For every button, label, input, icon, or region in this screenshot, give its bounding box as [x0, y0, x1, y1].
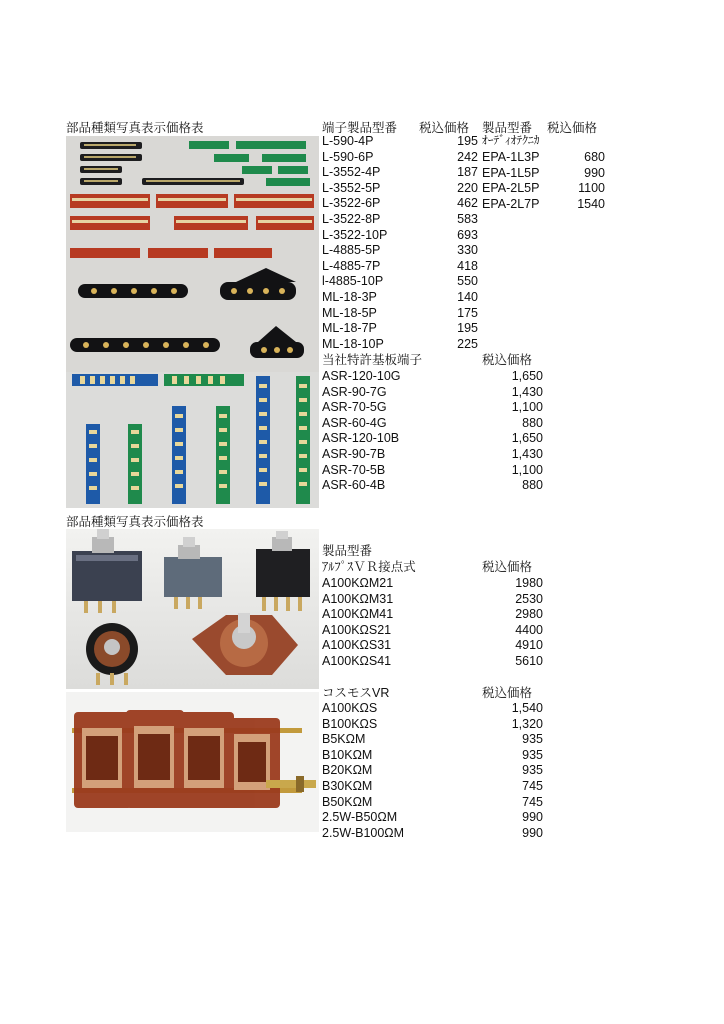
- patent-row-price: 880: [522, 478, 543, 493]
- audio-row-model: EPA-1L5P: [482, 165, 540, 180]
- patent-row-model: ASR-70-5B: [322, 462, 386, 477]
- alps-row-model: A100KΩS21: [322, 622, 392, 637]
- pcb-terminals-photo: [66, 372, 319, 508]
- alps-price-header: 税込価格: [482, 560, 533, 574]
- cosmos-row-price: 990: [522, 810, 543, 825]
- cosmos-row-model: B50KΩM: [322, 794, 373, 809]
- terminal-row-model: ML-18-7P: [322, 321, 377, 336]
- terminal-row-model: ML-18-3P: [322, 290, 377, 304]
- terminal-row-model: L-3522-10P: [322, 227, 388, 242]
- terminal-row-price: 330: [457, 243, 478, 258]
- terminal-row-model: L-3552-5P: [322, 180, 381, 195]
- cosmos-row-price: 745: [522, 794, 543, 809]
- cosmos-row-model: 2.5W-B50ΩM: [322, 810, 398, 825]
- cosmos-row-price: 1,540: [511, 701, 543, 715]
- terminal-row-price: 693: [457, 227, 478, 242]
- alps-row-price: 2980: [515, 607, 543, 622]
- cosmos-row-model: B30KΩM: [322, 779, 373, 793]
- patent-terminal-header: 当社特許基板端子: [322, 353, 423, 367]
- terminal-row-price: 175: [457, 305, 478, 320]
- terminal-row-model: L-3522-6P: [322, 196, 381, 211]
- cosmos-row-model: B10KΩM: [322, 747, 373, 762]
- alps-row-model: A100KΩS31: [322, 638, 392, 653]
- audio-row-model: EPA-1L3P: [482, 150, 540, 164]
- alps-row-price: 4910: [515, 638, 543, 653]
- cosmos-row-price: 935: [522, 732, 543, 747]
- terminal-row-model: L-3522-8P: [322, 212, 381, 226]
- cosmos-header: コスモスVR: [322, 686, 390, 700]
- audio-row-model: EPA-2L5P: [482, 181, 540, 196]
- terminal-row-model: L-4885-7P: [322, 258, 381, 273]
- terminal-row-model: ML-18-5P: [322, 305, 377, 320]
- alps-row-model: A100KΩM41: [322, 607, 394, 622]
- terminal-row-price: 242: [457, 149, 478, 164]
- patent-row-price: 1,650: [511, 431, 543, 446]
- cosmos-row-price: 935: [522, 763, 543, 778]
- terminal-row-price: 220: [457, 180, 478, 195]
- alps-header: ｱﾙﾌﾟｽＶＲ接点式: [322, 560, 416, 574]
- cosmos-row-model: B5KΩM: [322, 732, 366, 747]
- patent-row-model: ASR-90-7G: [322, 384, 387, 399]
- audio-row-price: 1100: [578, 181, 605, 196]
- patent-row-price: 1,430: [511, 447, 543, 461]
- cosmos-price-header: 税込価格: [482, 686, 533, 700]
- alps-row-model: A100KΩM21: [322, 576, 394, 590]
- patent-row-model: ASR-120-10B: [322, 431, 400, 446]
- terminal-row-model: ML-18-10P: [322, 336, 384, 351]
- audio-technica-label: ｵｰﾃﾞｨｵﾃｸﾆｶ: [482, 135, 540, 147]
- patent-price-header: 税込価格: [482, 353, 533, 367]
- alps-row-price: 4400: [515, 622, 543, 637]
- terminal-row-price: 187: [457, 165, 478, 180]
- cosmos-row-price: 1,320: [511, 716, 543, 731]
- terminal-row-price: 550: [457, 274, 478, 289]
- audio-row-price: 990: [584, 165, 605, 180]
- cosmos-row-price: 745: [522, 779, 543, 793]
- patent-row-price: 880: [522, 415, 543, 430]
- alps-row-price: 5610: [515, 654, 543, 668]
- patent-row-model: ASR-120-10G: [322, 369, 401, 383]
- patent-row-price: 1,650: [511, 369, 543, 383]
- section1-caption: 部品種類写真表示価格表: [66, 121, 204, 135]
- patent-row-price: 1,430: [511, 384, 543, 399]
- product-price-header: 税込価格: [547, 121, 598, 135]
- alps-row-price: 1980: [515, 576, 543, 590]
- alps-row-price: 2530: [515, 591, 543, 606]
- audio-row-model: EPA-2L7P: [482, 196, 540, 211]
- cosmos-row-model: B100KΩS: [322, 716, 378, 731]
- patent-row-model: ASR-60-4B: [322, 478, 386, 493]
- terminal-row-price: 195: [457, 321, 478, 336]
- terminal-price-header: 税込価格: [419, 121, 470, 135]
- patent-row-model: ASR-70-5G: [322, 400, 387, 415]
- patent-row-price: 1,100: [511, 400, 543, 415]
- audio-row-price: 680: [584, 150, 605, 164]
- alps-row-model: A100KΩM31: [322, 591, 394, 606]
- terminal-row-price: 140: [457, 290, 478, 304]
- section2-caption: 部品種類写真表示価格表: [66, 515, 204, 529]
- terminal-row-model: L-3552-4P: [322, 165, 381, 180]
- patent-row-price: 1,100: [511, 462, 543, 477]
- cosmos-row-price: 935: [522, 747, 543, 762]
- cosmos-row-model: 2.5W-B100ΩM: [322, 825, 405, 840]
- terminal-row-model: l-4885-10P: [322, 274, 384, 289]
- cosmos-row-price: 990: [522, 825, 543, 840]
- terminal-row-price: 418: [457, 258, 478, 273]
- terminal-row-price: 225: [457, 336, 478, 351]
- audio-row-price: 1540: [577, 196, 605, 211]
- patent-row-model: ASR-60-4G: [322, 415, 387, 430]
- terminal-strips-photo: [66, 136, 319, 372]
- terminal-row-price: 195: [457, 134, 478, 148]
- alps-row-model: A100KΩS41: [322, 654, 392, 668]
- terminal-row-model: L-4885-5P: [322, 243, 381, 258]
- terminal-row-price: 583: [457, 212, 478, 226]
- terminal-model-header: 端子製品型番: [322, 121, 398, 135]
- cosmos-attenuator-photo: [66, 692, 319, 832]
- terminal-row-price: 462: [457, 196, 478, 211]
- terminal-row-model: L-590-4P: [322, 134, 374, 148]
- cosmos-row-model: B20KΩM: [322, 763, 373, 778]
- terminal-row-model: L-590-6P: [322, 149, 374, 164]
- section2-model-header: 製品型番: [322, 544, 373, 558]
- patent-row-model: ASR-90-7B: [322, 447, 386, 461]
- product-model-header: 製品型番: [482, 121, 533, 135]
- alps-potentiometer-photo: [66, 529, 319, 689]
- cosmos-row-model: A100KΩS: [322, 701, 378, 715]
